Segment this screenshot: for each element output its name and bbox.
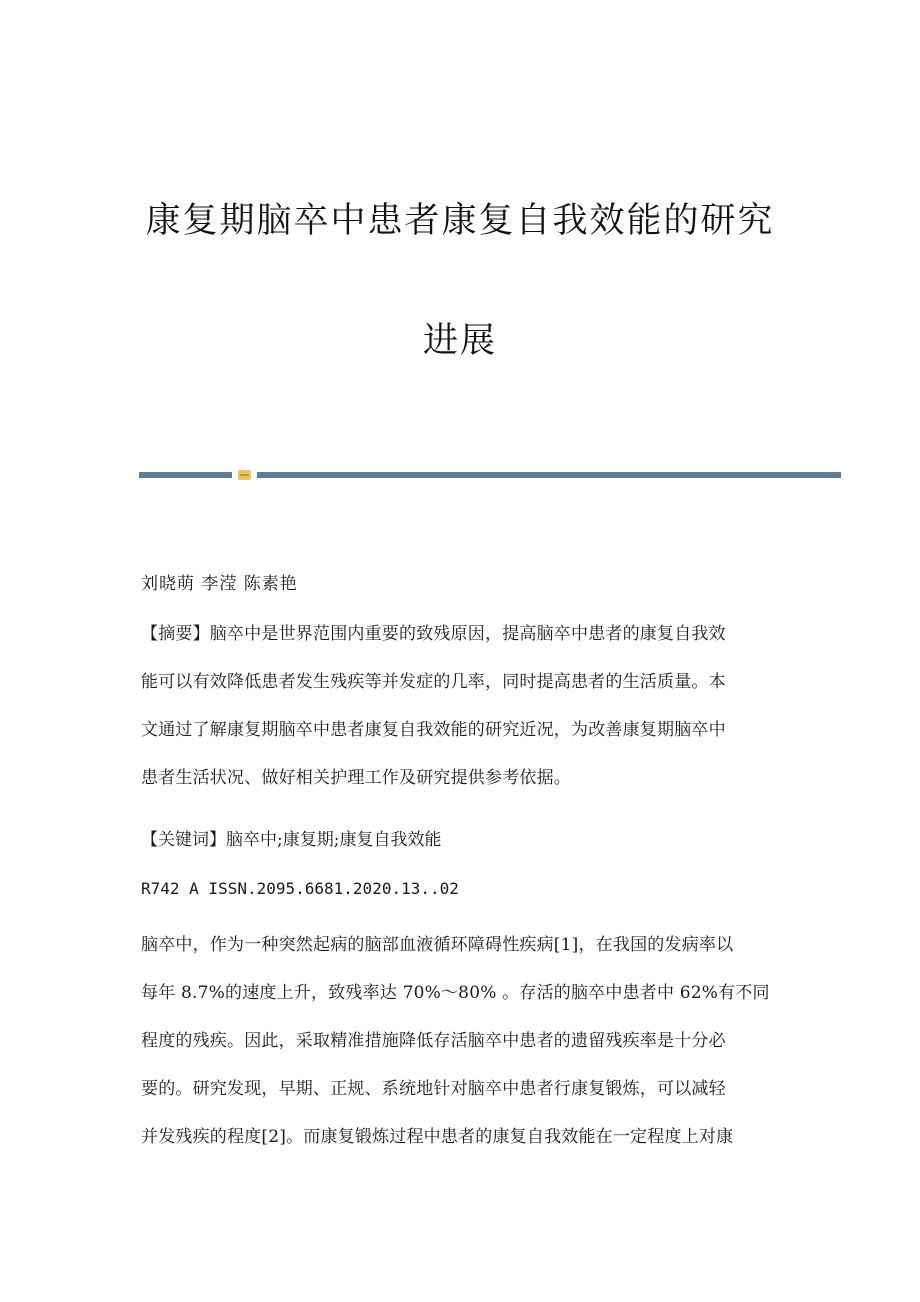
divider-ornament-icon [238, 470, 251, 480]
abstract-line: 文通过了解康复期脑卒中患者康复自我效能的研究近况，为改善康复期脑卒中 [141, 720, 726, 740]
abstract-line: 患者生活状况、做好相关护理工作及研究提供参考依据。 [141, 768, 571, 788]
body-line: 并发残疾的程度[2]。而康复锻炼过程中患者的康复自我效能在一定程度上对康 [141, 1127, 734, 1147]
keywords: 【关键词】脑卒中;康复期;康复自我效能 [141, 830, 442, 850]
body-line: 每年 8.7%的速度上升，致残率达 70%～80% 。存活的脑卒中患者中 62%有不同 [141, 983, 770, 1003]
body-line: 程度的残疾。因此，采取精准措施降低存活脑卒中患者的遗留残疾率是十分必 [141, 1031, 726, 1051]
authors: 刘晓萌 李滢 陈素艳 [141, 574, 298, 594]
abstract-line: 能可以有效降低患者发生残疾等并发症的几率，同时提高患者的生活质量。本 [141, 672, 726, 692]
body-line: 要的。研究发现，早期、正规、系统地针对脑卒中患者行康复锻炼，可以减轻 [141, 1079, 726, 1099]
title-divider [139, 470, 841, 480]
divider-bar-left [139, 472, 232, 478]
body-line: 脑卒中，作为一种突然起病的脑部血液循环障碍性疾病[1]，在我国的发病率以 [141, 935, 734, 955]
document-title-line-1: 康复期脑卒中患者康复自我效能的研究 [145, 201, 775, 241]
document-title-line-2: 进展 [422, 321, 497, 361]
classification-code: R742 A ISSN.2095.6681.2020.13..02 [141, 879, 459, 898]
abstract [141, 623, 783, 815]
body-paragraph [141, 934, 783, 1174]
divider-bar-right [257, 472, 841, 478]
abstract-line: 【摘要】脑卒中是世界范围内重要的致残原因，提高脑卒中患者的康复自我效 [141, 624, 726, 644]
